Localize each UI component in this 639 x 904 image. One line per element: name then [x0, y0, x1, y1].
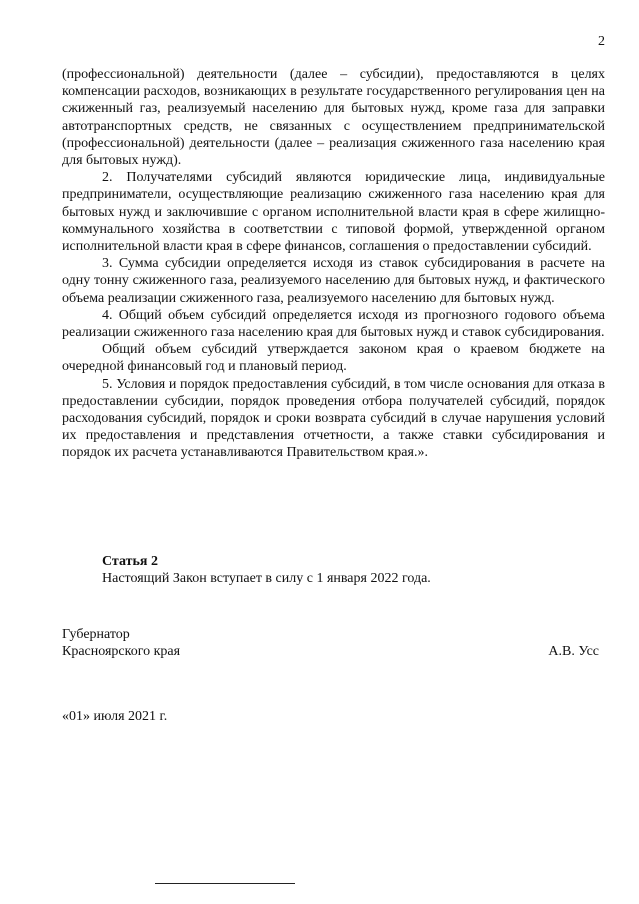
- paragraph-4: 4. Общий объем субсидий определяется исходя из прогнозного годового объема реализации сжиженного газа населению края для бытовых нужд и ставок субсидирования.: [62, 307, 605, 341]
- footer-divider: [155, 883, 295, 884]
- paragraph-4-budget: Общий объем субсидий утверждается законом края о краевом бюджете на очередной финансовый год и плановый период.: [62, 342, 605, 375]
- signer-name: А.В. Усс: [548, 644, 599, 659]
- paragraph-3: 3. Сумма субсидии определяется исходя из ставок субсидирования в расчете на одну тонну сжиженного газа, реализуемого населению для бытовых нужд, и фактического объема реализации сжиженного газа, реализуемого населению для бытовых нужд.: [62, 256, 605, 306]
- signing-date: «01» июля 2021 г.: [62, 709, 168, 724]
- page-number: 2: [598, 34, 605, 49]
- paragraph-2: 2. Получателями субсидий являются юридические лица, индивидуальные предприниматели, осуществляющие реализацию сжиженного газа населению края для бытовых нужд и заключившие с органом исполнительной власти края в сфере жилищно-коммунального хозяйства в соответствии с типовой формой, утвержденной органом исполнительной власти края в сфере финансов, соглашения о предоставлении субсидий.: [62, 170, 605, 255]
- signer-region: Красноярского края: [62, 644, 181, 660]
- signer-position: Губернатор: [62, 627, 130, 642]
- law-text: [62, 66, 605, 462]
- paragraph-5: 5. Условия и порядок предоставления субсидий, в том числе основания для отказа в предоставлении субсидии, порядок проведения отбора получателей субсидий, порядок расходования субсидий, порядок и сроки возврата субсидий в случае нарушения условий их предоставления и представления отчетности, а также ставки субсидирования и порядок их расчета устанавливаются Правительством края.».: [62, 376, 605, 461]
- signature-block: [62, 626, 605, 660]
- article-text: Настоящий Закон вступает в силу с 1 января 2022 года.: [102, 571, 431, 587]
- article-title: Статья 2: [102, 554, 158, 569]
- paragraph-1-continuation: (профессиональной) деятельности (далее – субсидии), предоставляются в целях компенсации расходов, возникающих в результате государственного регулирования цен на сжиженный газ, реализуемый населению для бытовых нужд, кроме газа для заправки автотранспортных средств, не связанных с осуществлением предпринимательской (профессиональной) деятельности (далее – реализация сжиженного газа населению края для бытовых нужд).: [62, 67, 605, 169]
- article-2: [102, 553, 431, 587]
